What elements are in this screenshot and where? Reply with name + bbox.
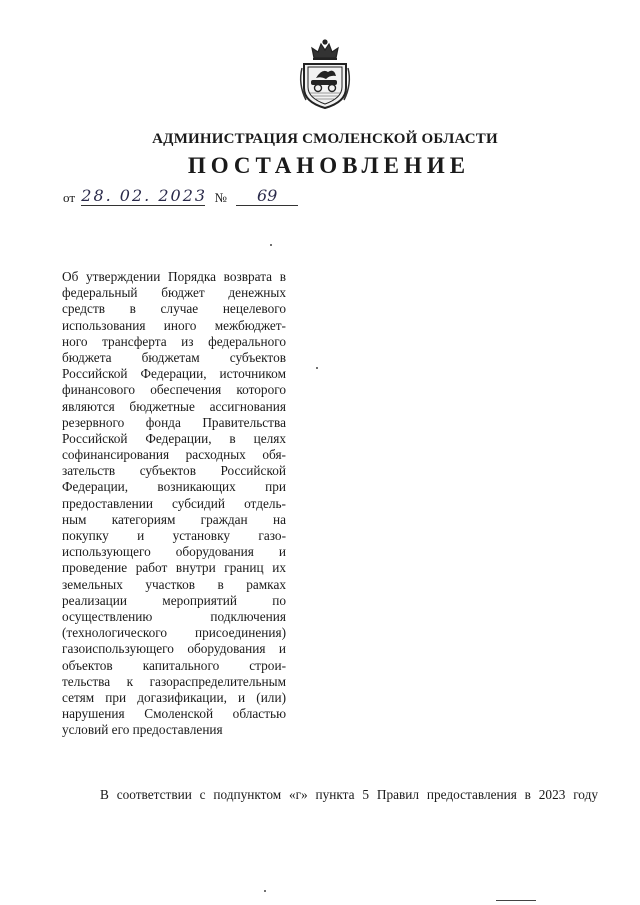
subject-line: реализации мероприятий по <box>62 592 286 608</box>
scan-speck <box>264 890 266 892</box>
subject-line: проведение работ внутри границ их <box>62 560 286 576</box>
subject-line: нарушения Смоленской областью <box>62 706 286 722</box>
subject-line: являются бюджетные ассигнования <box>62 398 286 414</box>
coat-of-arms-emblem <box>296 38 354 110</box>
document-number: 69 <box>236 187 298 206</box>
subject-line: софинансирования расходных обя- <box>62 447 286 463</box>
subject-line: зательств субъектов Российской <box>62 463 286 479</box>
date-number-line <box>63 187 298 211</box>
subject-line: бюджета бюджетам субъектов <box>62 349 286 365</box>
subject-line: средств в случае нецелевого <box>62 301 286 317</box>
subject-line: Российской Федерации, в целях <box>62 430 286 446</box>
subject-line: Российской Федерации, источником <box>62 366 286 382</box>
subject-line: объектов капитального строи- <box>62 657 286 673</box>
body-paragraph: В соответствии с подпунктом «г» пункта 5 Правил предоставления в 2023 году <box>100 787 598 802</box>
subject-line: покупку и установку газо- <box>62 528 286 543</box>
subject-line: федеральный бюджет денежных <box>62 285 286 301</box>
subject-line: сетям при догазификации, и (или) <box>62 689 286 705</box>
number-label: № <box>214 190 227 205</box>
subject-line: предоставлении субсидий отдель- <box>62 495 286 511</box>
subject-line: резервного фонда Правительства <box>62 414 286 430</box>
scan-speck <box>270 244 272 246</box>
date-prefix: от <box>63 190 76 205</box>
subject-line: земельных участков в рамках <box>62 576 286 592</box>
subject-line: ным категориям граждан на <box>62 511 286 527</box>
document-subject <box>62 269 286 738</box>
subject-line: (технологического присоединения) <box>62 625 286 641</box>
subject-line: использующего оборудования и <box>62 544 286 560</box>
subject-line: Федерации, возникающих при <box>62 479 286 495</box>
document-type-title: ПОСТАНОВЛЕНИЕ <box>187 153 471 178</box>
scan-speck <box>316 367 318 369</box>
document-date: 28. 02. 2023 <box>81 186 208 205</box>
scan-speck <box>496 900 536 901</box>
subject-line: использования иного межбюджет- <box>62 317 286 333</box>
subject-line: условий его предоставления <box>62 722 223 738</box>
subject-line: Об утверждении Порядка возврата в <box>62 269 286 284</box>
subject-line: ного трансферта из федерального <box>62 333 286 349</box>
subject-line: газоиспользующего оборудования и <box>62 641 286 657</box>
subject-line: осуществлению подключения <box>62 608 286 624</box>
subject-line: финансового обеспечения которого <box>62 382 286 398</box>
subject-line: тельства к газораспределительным <box>62 673 286 689</box>
organization-title: АДМИНИСТРАЦИЯ СМОЛЕНСКОЙ ОБЛАСТИ <box>152 131 498 147</box>
